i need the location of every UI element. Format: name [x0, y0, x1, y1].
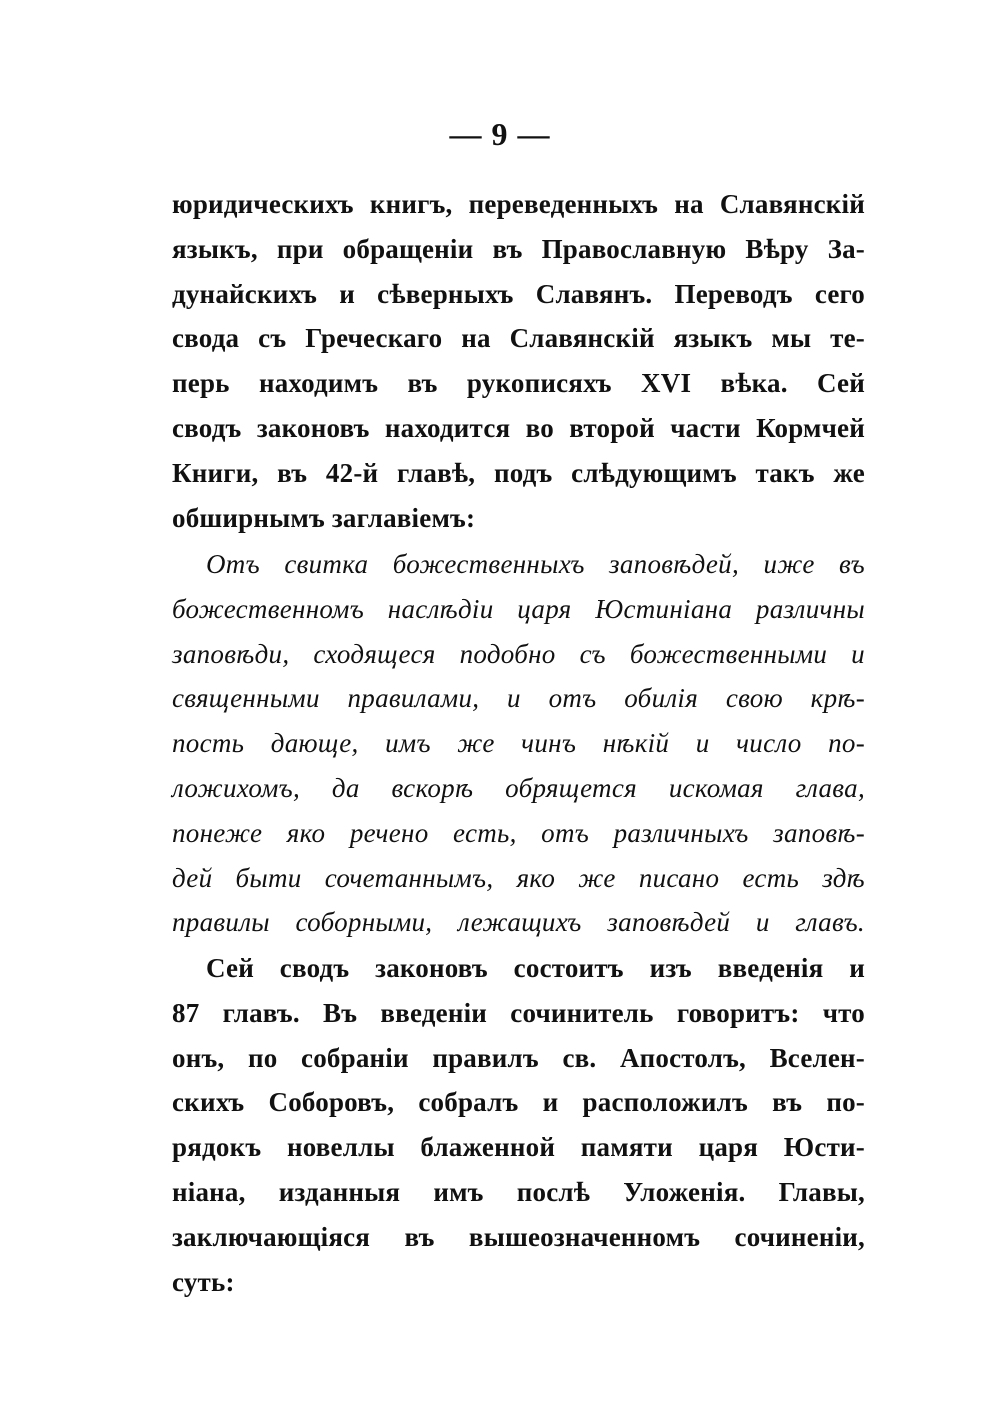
quote-line: пость дающе, имъ же чинъ нѣкій и число по-: [172, 728, 865, 759]
text-line: юридическихъ книгъ, переведенныхъ на Славянскій: [172, 189, 865, 219]
quote-line: заповѣди, сходящеся подобно съ божественными и: [172, 638, 865, 669]
text-line: дунайскихъ и сѣверныхъ Славянъ. Переводъ сего: [172, 278, 865, 309]
paragraph-1: [172, 182, 865, 540]
text-line: рядокъ новеллы блаженной памяти царя Юсти-: [172, 1132, 865, 1163]
text-line: суть:: [172, 1266, 235, 1297]
text-line: скихъ Соборовъ, собралъ и расположилъ въ по-: [172, 1087, 865, 1118]
text-line: свода съ Греческаго на Славянскій языкъ мы те-: [172, 323, 865, 354]
text-line: заключающіяся въ вышеозначенномъ сочиненіи,: [172, 1221, 865, 1252]
text-line: 87 главъ. Въ введеніи сочинитель говоритъ: что: [172, 997, 865, 1028]
quote-line: понеже яко речено есть, отъ различныхъ заповѣ-: [172, 817, 865, 848]
text-line: Сей сводъ законовъ состоитъ изъ введенія и: [206, 953, 865, 983]
quote-line: Отъ свитка божественныхъ заповѣдей, иже въ: [206, 549, 865, 579]
quote-line: дей быти сочетаннымъ, яко же писано есть здѣ: [172, 862, 865, 893]
text-line: языкъ, при обращеніи въ Православную Вѣру За-: [172, 233, 865, 264]
quote-line: священными правилами, и отъ обилія свою крѣ-: [172, 683, 865, 714]
page-number: — 9 —: [449, 116, 551, 152]
text-line: Книги, въ 42-й главѣ, подъ слѣдующимъ такъ же: [172, 457, 865, 488]
text-line: сводъ законовъ находится во второй части Кормчей: [172, 412, 865, 443]
quote-line: ложихомъ, да вскорѣ обрящется искомая глава,: [172, 772, 865, 803]
text-line: перь находимъ въ рукописяхъ XVI вѣка. Сей: [172, 368, 865, 399]
text-line: онъ, по собраніи правилъ св. Апостолъ, Вселен-: [172, 1042, 865, 1073]
quote-line: правилы соборными, лежащихъ заповѣдей и главъ.: [172, 907, 865, 938]
quote-line: божественномъ наслѣдіи царя Юстиніана различны: [172, 593, 865, 624]
text-line: обширнымъ заглавіемъ:: [172, 502, 476, 533]
text-line: ніана, изданныя имъ послѣ Уложенія. Главы,: [172, 1176, 865, 1207]
paragraph-2: [172, 946, 865, 1304]
quoted-title: [172, 542, 865, 945]
